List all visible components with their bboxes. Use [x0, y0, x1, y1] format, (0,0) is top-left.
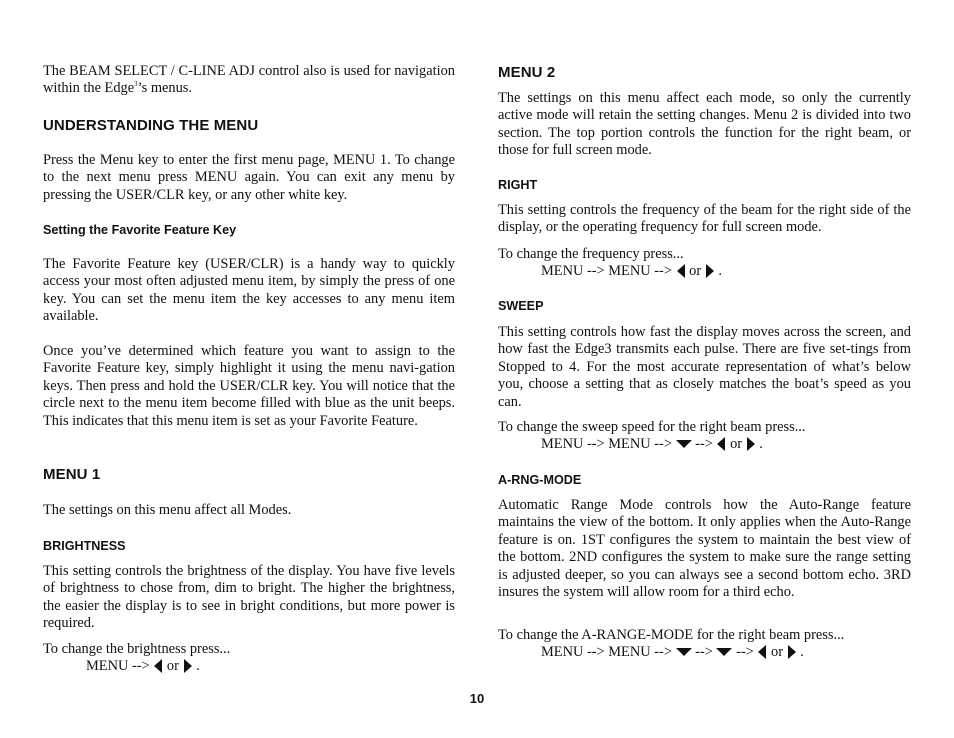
menu2-heading: MENU 2 — [498, 64, 556, 81]
left-arrow-icon — [716, 437, 726, 451]
right-arrow-icon — [746, 437, 756, 451]
right-heading: RIGHT — [498, 178, 538, 192]
right-arrow-icon — [787, 645, 797, 659]
right-arrow-icon — [183, 659, 193, 673]
sweep-change-text: To change the sweep speed for the right beam press... — [498, 419, 806, 435]
down-arrow-icon — [676, 647, 692, 657]
sweep-key-sequence: MENU --> MENU --> --> or . — [541, 436, 763, 453]
sweep-paragraph: This setting controls how fast the display moves across the screen, and how fast the Edge3 transmits each pulse. There are five set-tings from Stopped to 4. For the most accurate representation of what’s below you, choose a setting that as closely matches the boat’s speed as you can. — [498, 324, 911, 410]
right-paragraph: This setting controls the frequency of the beam for the right side of the display, or the operating frequency for full screen mode. — [498, 202, 911, 236]
menu1-heading: MENU 1 — [43, 466, 101, 483]
favorite-heading: Setting the Favorite Feature Key — [43, 223, 237, 237]
arng-change-text: To change the A-RANGE-MODE for the right beam press... — [498, 627, 845, 643]
favorite-paragraph-1: The Favorite Feature key (USER/CLR) is a handy way to quickly access your most often adjusted menu item, by simply the press of one key. You can set the menu item the key accesses to any menu item available. — [43, 256, 455, 325]
arng-paragraph: Automatic Range Mode controls how the Auto-Range feature maintains the view of the bottom. It only applies when the Auto-Range feature is on. 1ST configures the system to maintain the best view of the bottom. 2ND configures the system to make sure the range setting is adjusted deeper, so you can always see a second bottom echo. 3RD insures the system will allow room for a third echo. — [498, 497, 911, 601]
right-arrow-icon — [705, 264, 715, 278]
brightness-paragraph: This setting controls the brightness of the display. You have five levels of brightness to chose from, dim to bright. The higher the brightness, the easier the display is to see in bright conditions, but more power is required. — [43, 563, 455, 632]
brightness-change-text: To change the brightness press... — [43, 641, 231, 657]
menu1-paragraph: The settings on this menu affect all Modes. — [43, 502, 292, 518]
intro-paragraph: The BEAM SELECT / C-LINE ADJ control also is used for navigation within the Edge$^3$’s menus. — [43, 63, 455, 97]
right-key-sequence: MENU --> MENU --> or . — [541, 263, 722, 280]
down-arrow-icon — [676, 439, 692, 449]
favorite-paragraph-2: Once you’ve determined which feature you want to assign to the Favorite Feature key, simply highlight it using the menu navi-gation keys. Then press and hold the USER/CLR key. You will notice that the circle next to the menu item become filled with blue as the unit beeps. This indicates that this menu item is set as your Favorite Feature. — [43, 343, 455, 429]
sweep-heading: SWEEP — [498, 299, 544, 313]
right-change-text: To change the frequency press... — [498, 246, 684, 262]
left-arrow-icon — [757, 645, 767, 659]
page-number: 10 — [469, 691, 485, 706]
left-arrow-icon — [676, 264, 686, 278]
arng-key-sequence: MENU --> MENU --> --> --> or . — [541, 644, 804, 661]
brightness-key-sequence: MENU --> or . — [86, 658, 200, 675]
menu2-paragraph: The settings on this menu affect each mode, so only the currently active mode will retain the setting changes. Menu 2 is divided into two section. The top portion controls the function for the right beam, or those for full screen mode. — [498, 90, 911, 159]
arng-heading: A-RNG-MODE — [498, 473, 582, 487]
left-arrow-icon — [153, 659, 163, 673]
understanding-paragraph: Press the Menu key to enter the first menu page, MENU 1. To change to the next menu press MENU again. You can exit any menu by pressing the USER/CLR key, or any other white key. — [43, 152, 455, 203]
understanding-heading: UNDERSTANDING THE MENU — [43, 117, 259, 134]
brightness-heading: BRIGHTNESS — [43, 539, 126, 553]
down-arrow-icon — [716, 647, 732, 657]
